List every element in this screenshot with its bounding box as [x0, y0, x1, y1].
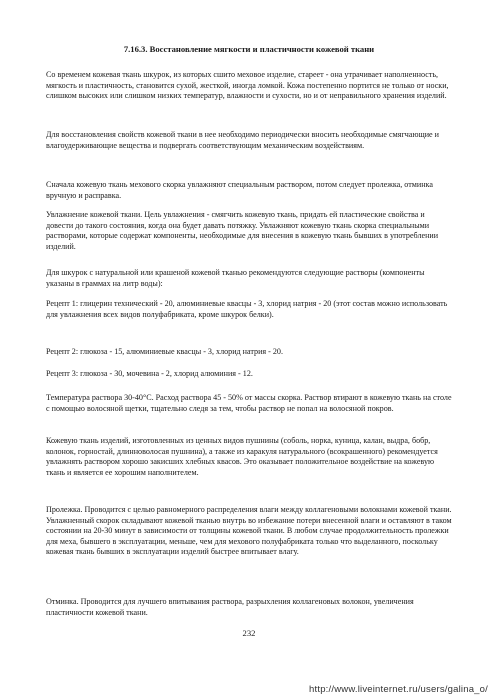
page-number: 232	[242, 628, 256, 638]
paragraph-sequence: Сначала кожевую ткань мехового скорка увлажняют специальным раствором, потом следует пролежка, отминка вручную и расправка.	[46, 180, 433, 200]
paragraph-recipe-2: Рецепт 2: глюкоза - 15, алюминиевые квасцы - 3, хлорид натрия - 20.	[46, 347, 283, 356]
paragraph-kneading: Отминка. Проводится для лучшего впитывания раствора, разрыхления коллагеновых волокон, увеличения пластичности кожевой ткани.	[46, 597, 414, 617]
paragraph-recipe-3: Рецепт 3: глюкоза - 30, мочевина - 2, хлорид алюминия - 12.	[46, 369, 253, 378]
source-url: http://www.liveinternet.ru/users/galina_o/	[309, 684, 488, 695]
paragraph-moistening: Увлажнение кожевой ткани. Цель увлажнения - смягчить кожевую ткань, придать ей пластические свойства и довести до такого состояния, когда она будет давать потяжку. Увлажняют кожевую ткань скорка специальными растворами, которые содержат компоненты, необходимые для внесения в кожевую ткань бывших в употреблении изделий.	[46, 210, 439, 251]
paragraph-recipe-1: Рецепт 1: глицерин технический - 20, алюминиевые квасцы - 3, хлорид натрия - 20 (этот состав можно использовать для увлажнения всех видов полуфабриката, кроме шкурок белки).	[46, 299, 448, 319]
paragraph-valuable-fur: Кожевую ткань изделий, изготовленных из ценных видов пушнины (соболь, норка, куница, калан, выдра, бобр, колонок, горностай, длинноволосая пушнина), а также из каракуля натурального (всокрашенного) рекомендуется увлажнять раствором хорошо закисших хлебных квасов. Это оказывает положительное воздействие на кожевую ткань и является ее хорошим наполнителем.	[46, 436, 438, 477]
paragraph-solutions-intro: Для шкурок с натуральной или крашеной кожевой тканью рекомендуются следующие растворы (компоненты указаны в граммах на литр воды):	[46, 268, 425, 288]
paragraph-restoration: Для восстановления свойств кожевой ткани в нее необходимо периодически вносить необходимые смягчающие и влагоудерживающие вещества и подвергать соответствующим механическим воздействиям.	[46, 130, 439, 150]
paragraph-aging: Со временем кожевая ткань шкурок, из которых сшито меховое изделие, стареет - она утрачивает наполненность, мягкость и пластичность, становится сухой, жесткой, иногда ломкой. Кожа постепенно портится не только от носки, слишком высоких или слишком низких температур, влажности и сухости, но и от неправильного хранения изделий.	[46, 70, 449, 101]
paragraph-rest-period: Пролежка. Проводится с целью равномерного распределения влаги между коллагеновыми волокнами кожевой ткани. Увлажненный скорок складывают кожевой тканью внутрь во избежание потери внесенной влаги и оставляют в таком состоянии на 20-30 минут в зависимости от толщины кожевой ткани. В любом случае продолжительность пролежки для меха, бывшего в эксплуатации, меньше, чем для мехового полуфабриката только что выделанного, поскольку кожевая ткань бывших в эксплуатации изделий быстрее впитывает влагу.	[46, 505, 452, 557]
section-title: 7.16.3. Восстановление мягкости и пластичности кожевой ткани	[123, 44, 375, 54]
paragraph-temperature: Температура раствора 30-40°С. Расход раствора 45 - 50% от массы скорка. Раствор втирают в кожевую ткань на столе с помощью волосяной щетки, тщательно следя за тем, чтобы раствор не попал на волосяной покров.	[46, 393, 452, 413]
